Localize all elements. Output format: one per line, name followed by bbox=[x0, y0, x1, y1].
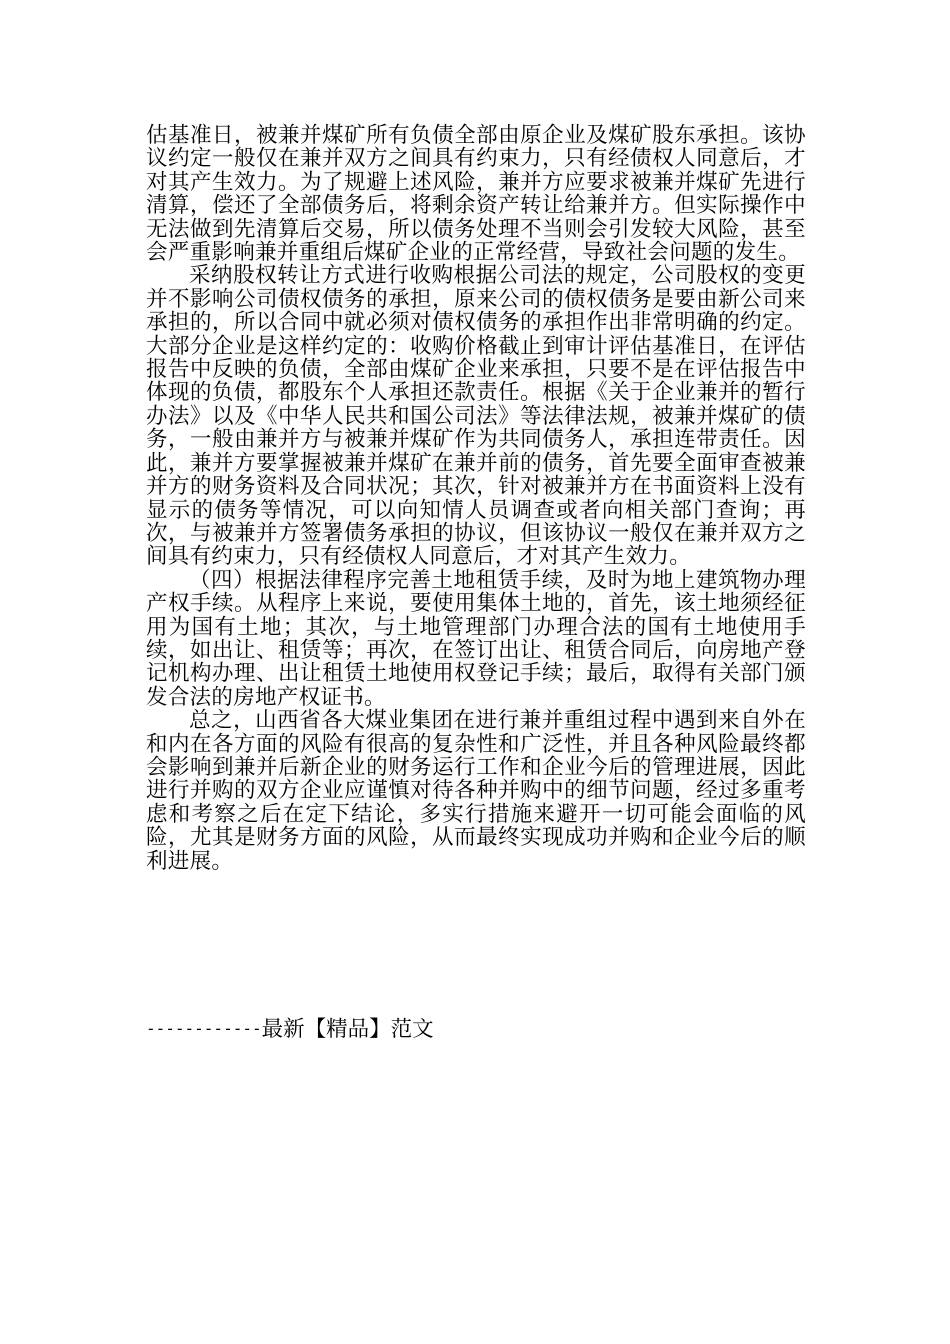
paragraph-equity-transfer: 采纳股权转让方式进行收购根据公司法的规定，公司股权的变更并不影响公司债权债务的承担，原来公司的债权债务是要由新公司来承担的，所以合同中就必须对债权债务的承担作出非常明确的约定。大部分企业是这样约定的：收购价格截止到审计评估基准日，在评估报告中反映的负债，全部由煤矿企业来承担，只要不是在评估报告中体现的负债，都股东个人承担还款责任。根据《关于企业兼并的暂行办法》以及《中华人民共和国公司法》等法律法规，被兼并煤矿的债务，一般由兼并方与被兼并煤矿作为共同债务人，承担连带责任。因此，兼并方要掌握被兼并煤矿在兼并前的债务，首先要全面审查被兼并方的财务资料及合同状况；其次，针对被兼并方在书面资料上没有显示的债务等情况，可以向知情人员调查或者向相关部门查询；再次，与被兼并方签署债务承担的协议，但该协议一般仅在兼并双方之间具有约束力，只有经债权人同意后，才对其产生效力。 bbox=[146, 263, 806, 570]
paragraph-conclusion: 总之，山西省各大煤业集团在进行兼并重组过程中遇到来自外在和内在各方面的风险有很高的复杂性和广泛性，并且各种风险最终都会影响到兼并后新企业的财务运行工作和企业今后的管理进展，因此进行并购的双方企业应谨慎对待各种并购中的细节问题，经过多重考虑和考察之后在定下结论，多实行措施来避开一切可能会面临的风险，尤其是财务方面的风险，从而最终实现成功并购和企业今后的顺利进展。 bbox=[146, 708, 806, 874]
footer-note bbox=[146, 1016, 434, 1043]
paragraph-continuation: 估基准日，被兼并煤矿所有负债全部由原企业及煤矿股东承担。该协议约定一般仅在兼并双方之间具有约束力，只有经债权人同意后，才对其产生效力。为了规避上述风险，兼并方应要求被兼并煤矿先进行清算，偿还了全部债务后，将剩余资产转让给兼并方。但实际操作中无法做到先清算后交易，所以债务处理不当则会引发较大风险，甚至会严重影响兼并重组后煤矿企业的正常经营，导致社会问题的发生。 bbox=[146, 123, 806, 266]
paragraph-land-lease: （四）根据法律程序完善土地租赁手续，及时为地上建筑物办理产权手续。从程序上来说，要使用集体土地的，首先，该土地须经征用为国有土地；其次，与土地管理部门办理合法的国有土地使用手续，如出让、租赁等；再次，在签订出让、租赁合同后，向房地产登记机构办理、出让租赁土地使用权登记手续；最后，取得有关部门颁发合法的房地产权证书。 bbox=[146, 567, 806, 710]
footer-label: 最新【精品】范文 bbox=[261, 1017, 434, 1042]
footer-dashes: ------------ bbox=[146, 1019, 262, 1038]
document-body bbox=[146, 124, 806, 873]
